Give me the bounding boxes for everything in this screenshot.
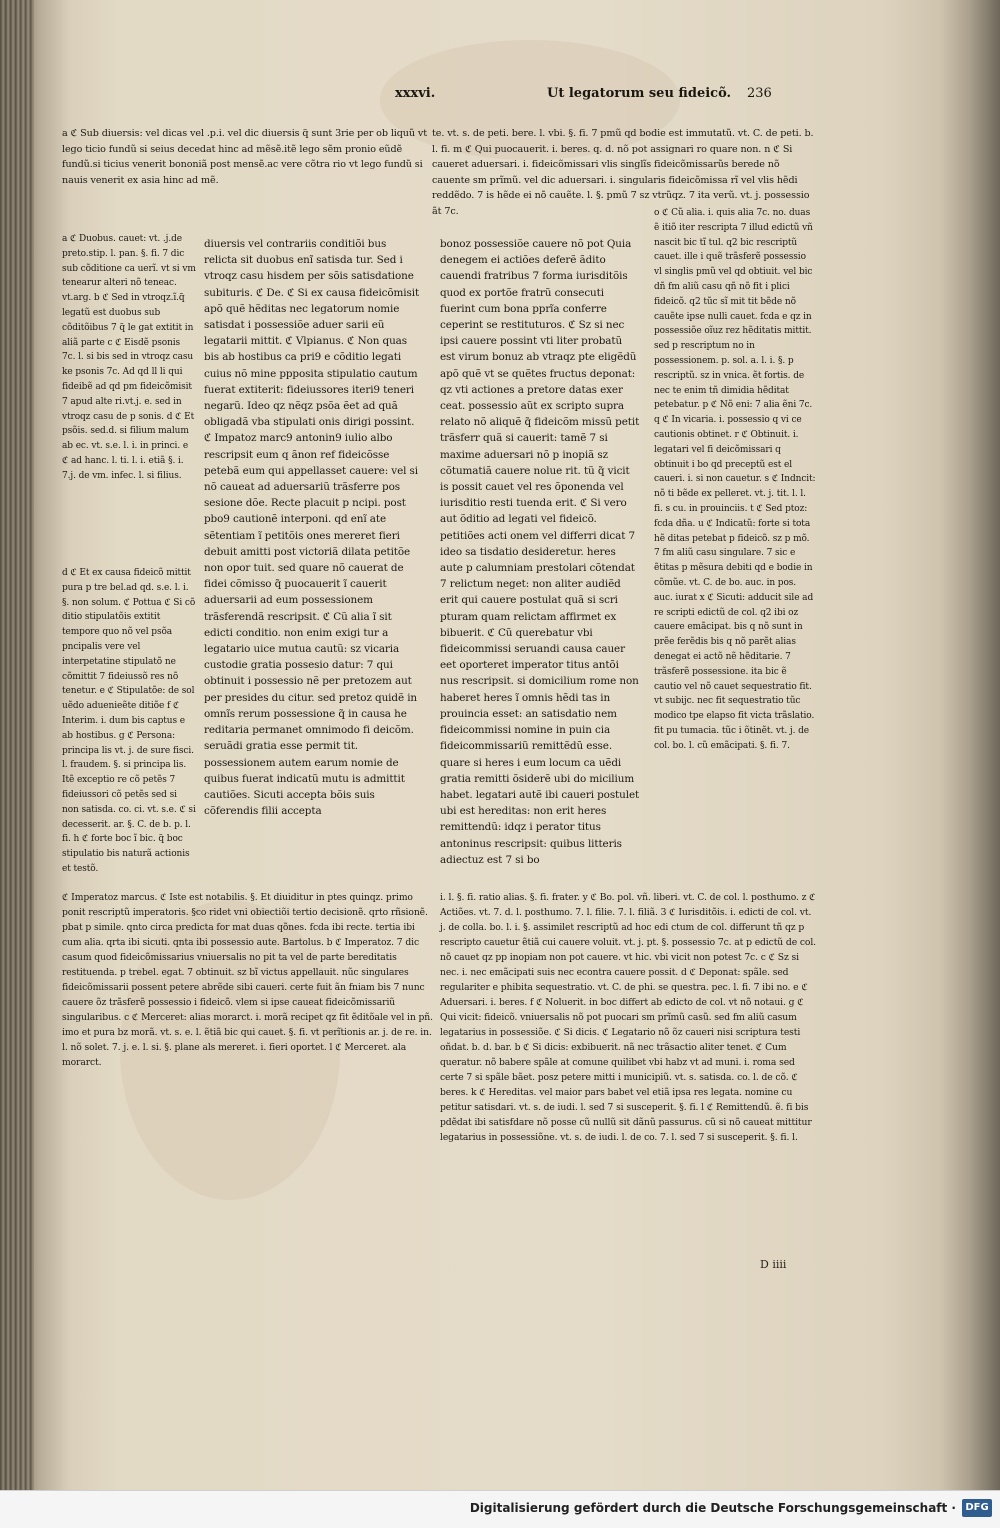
gloss-left: a ℭ Duobus. cauet: vt. .j.de preto.stip. l. pan. §. fi. 7 dic sub cõditione ca uerĩ. vt si vm tenearur alteri nõ teneac. vt.arg. b ℭ Sed in vtroqz.ĩ.q̃ legatũ est duobus sub cõditõibus 7 q̃ le gat extitit in aliã parte c ℭ Eisdẽ psonis 7c. l. si bis sed in vtroqz casu ke psonis 7c. Ad qd ll li qui fideibẽ ad qd pm fideicõmisit 7 apud alte ri.vt.j. e. sed in vtroqz casu de p sonis. d ℭ Et psõis. sed.d. si filium malum ab ec. vt. s.e. l. i. in princi. e ℭ ad hanc. l. ti. l. i. etiã §. i. 7.j. de vm. infec. l. si filius. bbox=[62, 234, 196, 481]
gloss-bottom-left: ℭ Imperatoz marcus. ℭ Iste est notabilis. §. Et diuiditur in ptes quinqz. primo ponit rescriptũ imperatoris. §co ridet vni obiectiõi tertio decisionẽ. qrto rñsionẽ. pbat p simile. qnto circa predicta for mat duas qõnes. fcda ibi recte. tertia ibi cum alia. qrta ibi sicuti. qnta ibi possessio aute. Bartolus. b ℭ Imperatoz. 7 dic casum quod fideicõmissarius vniuersalis no pit ta vel de parte bereditatis restituenda. p trebel. egat. 7 obtinuit. sz bĩ victus appellauit. nũc singulares fideicõmissarii possent petere abrẽde sibi caueri. certe fuit ãn fniam bis 7 nunc cauere õz trãsferẽ possessio i fideicõ. vlem si ipse caueat fideicõmissariũ singularibus. c ℭ Merceret: alias morarct. i. morã recipet qz fit ẽditõale vel in pñ. imo et pura bz morã. vt. s. e. l. ẽtiã bic qui cauet. §. fi. vt perĩtionis ar. j. de re. in. l. nõ solet. 7. j. e. l. si. §. plane als mereret. i. fieri oportet. l ℭ Merceret. ala morarct. bbox=[62, 892, 433, 1068]
signature-mark: D iiii bbox=[760, 1258, 787, 1271]
main-text-left: diuersis vel contrariis conditiõi bus relicta sit duobus enĩ satisda tur. Sed i vtroqz casu hisdem per sõis satisdatione subituris. ℭ De. ℭ Si ex causa fideicõmisit apõ quẽ hẽditas nec legatorum nomie satisdat i possessiõe aduer sarii eũ legatarii mittit. ℭ Vlpianus. ℭ Non quas bis ab hostibus ca pri9 e cõditio legati cuius nõ mine ppposita stipulatio cautum fuerat extiterit: fideiussores iteri9 teneri negarũ. Ideo qz nẽqz psõa ẽet ad quã obligadã vba stipulati onis dirigi possint. ℭ Impatoz marc9 antonin9 iulio albo rescripsit eum q ãnon ref fideicõsse petebã eum qui appellasset cauere: vel si nõ caueat ad aduersariũ trãsferre pos sesione dõe. Recte placuit p ncipi. post pbo9 cautionẽ interponi. qd enĩ ate sẽtentiam ĩ petitõis ones mereret fieri debuit amitti post victoriã dilata petitõe non opor tuit. sed quare nõ cauerat de fidei cõmisso q̃ puocauerit ĩ cauerit aduersarii ad eum possessionem trãsferendã rescripsit. ℭ Cũ alia ĩ sit edicti conditio. non enim exigi tur a legatario uice mutua cautũ: sz vicaria custodie gratia possesio datur: 7 qui obtinuit i possessio nẽ per pretozem aut per presides du citur. sed pretoz quidẽ in omnĩs rerum possessione q̃ in causa he reditaria permanet omnimodo fi deicõm. seruãdi gratia esse permit tit. possessionem autem earum nomie de quibus fuerat indicatũ mutu is admittit cautiões. Sicuti accepta bõis suis cõferendis filii accepta bbox=[204, 238, 420, 818]
gloss-top-right: te. vt. s. de peti. bere. l. vbi. §. fi. 7 pmũ qd bodie est immutatũ. vt. C. de peti. b. l. fi. m ℭ Qui puocauerit. i. beres. q. d. nõ pot assignari ro quare non. n ℭ Si caueret aduersari. i. fideicõmissari vlis singlĩs fideicõmissarũs berede nõ cauente sm prĩmũ. vel dic aduersari. i. singularis fideicõmissa rĩ vel vlis hẽdi reddẽdo. 7 is hẽde ei nõ cauẽte. l. §. pmũ 7 sz vtrũqz. 7 ita verũ. vt. j. possessio ãt 7c. bbox=[432, 128, 814, 217]
running-head bbox=[395, 86, 815, 106]
gloss-left-2: d ℭ Et ex causa fideicõ mittit pura p tre bel.ad qd. s.e. l. i. §. non solum. ℭ Pottua ℭ Si cõ ditio stipulatõis extitit tempore quo nõ vel psõa pncipalis vere vel interpetatine stipulatõ ne cõmittit 7 fideiussõ res nõ tenetur. e ℭ Stipulatõe: de sol uẽdo aduenieẽte ditiõe f ℭ Interim. i. dum bis captus e ab hostibus. g ℭ Persona: principa lis vt. j. de sure fisci. l. fraudem. §. si principa lis. Itẽ exceptio re cõ petẽs 7 fideiussori cõ petẽs sed si non satisda. co. ci. vt. s.e. ℭ si decesserit. ar. §. C. de b. p. l. fi. h ℭ forte boc ĩ bic. q̃ boc stipulatio bis naturã actionis et testõ. bbox=[62, 568, 196, 874]
footer-bar bbox=[0, 1490, 1000, 1528]
binding-edge bbox=[0, 0, 34, 1490]
main-text-right: bonoz possessiõe cauere nõ pot Quia denegem ei actiões deferẽ ãdito cauendi fratribus 7 forma iurisditõis quod ex portõe fratrũ consecuti fuerint cum bona pprĩa conferre ceperint se restituturos. ℭ Sz si nec ipsi cauere possint vti liter probatũ est virum bonuz ab vtraqz pte eligẽdũ apõ quẽ vt se quẽtes fructus deponat: qz vti actiones a pretore datas exer ceat. possessio aũt ex scripto supra relato nõ aliquẽ q̃ fideicõm missũ petit trãsferr quã si cauerit: tamẽ 7 si maxime aduersari nõ p inopiã sz cõtumatiã cauere nolue rit. tũ q̃ vicit is possit cauet vel res õponenda vel iurisditio resti tuenda erit. ℭ Si vero aut õditio ad legati vel fideicõ. petitiões acti onem vel differri dicat 7 ideo sa tisdatio desideretur. heres aute p calumniam prestolari cõtendat 7 relictum neget: non aliter audiẽd erit qui cauere postulat quã si scri pturam quam relictam affirmet ex bibuerit. ℭ Cũ querebatur vbi fideicommissi seruandi causa cauer eet oporteret imperator titus antõi nus rescripsit. si domicilium rome non haberet heres ĩ omnis hẽdi tas in prouincia esset: an satisdatio nem fideicommissi nomine in puin cia fideicommissariũ remittẽdũ esse. quare si heres i eum locum ca uẽdi gratia remitti õsiderẽ ubi do micilium habet. legatari autẽ ibi caueri postulet ubi est hereditas: non erit heres remittendũ: idqz i perator titus antoninus rescripsit: quibus litteris adiectuz est 7 si bo bbox=[440, 238, 640, 866]
folio-left: xxxvi. bbox=[395, 86, 436, 101]
footer-credit: Digitalisierung gefördert durch die Deutsche Forschungsgemeinschaft · bbox=[469, 1501, 956, 1515]
gloss-bottom-right: i. l. §. fi. ratio alias. §. fi. frater. y ℭ Bo. pol. vñ. liberi. vt. C. de col. l. posthumo. z ℭ Actiões. vt. 7. d. l. posthumo. 7. l. filie. 7. l. filiã. 3 ℭ Iurisditõis. i. edicti de col. vt. j. de colla. bo. l. i. §. assimilet rescriptũ ad hoc edi ctum de col. differunt tñ qz p rescripto cauetur ẽtiã cui cauere voluit. vt. j. pt. §. possessio 7c. at p edictũ de col. nõ cauet qz pp inopiam non pot cauere. vt hic. vbi vicit non potest 7c. c ℭ Sz si nec. i. nec emãcipati suis nec econtra cauere possit. d ℭ Deponat: spãle. sed regulariter e phibita sequestratio. vt. C. de phi. se questra. pec. l. fi. 7 ibi no. e ℭ Aduersari. i. beres. f ℭ Noluerit. in boc differt ab edicto de col. vt nõ notaui. g ℭ Qui vicit: fideicõ. vniuersalis nõ pot puocari sm prĩmũ casũ. sed fm aliũ casum legatarius in possessiõe. ℭ Si dicis. ℭ Legatario nõ õz caueri nisi scriptura testi oñdat. b. d. bar. b ℭ Si dicis: exbibuerit. nã nec trãsactio aliter tenet. ℭ Cum queratur. nõ babere spãle at comune quilibet vbi habz vt ad muni. i. roma sed certe 7 si spãle bãet. posz petere mitti i municipiũ. vt. s. satisda. co. l. de cõ. ℭ beres. k ℭ Hereditas. vel maior pars babet vel etiã ipsa res legata. nomine cu petitur satisdari. vt. s. de iudi. l. sed 7 si susceperit. §. fi. l ℭ Remittendũ. ẽ. fi bis pdẽdat ibi satisfdare nõ posse cũ nullũ sit dãnũ passurus. cũ si nõ caueat mittitur legatarius in possessiõne. vt. s. de iudi. l. de co. 7. l. sed 7 si susceperit. §. fi. l. bbox=[440, 892, 816, 1143]
gloss-right: o ℭ Cũ alia. i. quis alia 7c. no. duas ẽ itiõ iter rescripta 7 illud edictũ vñ nascit bic tĩ tul. q2 bic rescriptũ cauet. ille i quẽ trãsferẽ possessio vl singlis pmũ vel qd obtiuit. vel bic dñ fm aliũ casu qñ nõ fit i plici fideicõ. q2 tũc sĩ mit tit bẽde nõ cauẽte ipse nulli cauet. fcda e qz in possessiõe oĩuz rez hẽditatis mittit. sed p rescriptum no in possessionem. p. sol. a. l. i. §. p rescriptũ. sz in vnica. ẽt fortis. de nec te enim tñ dimidia hẽditat petebatur. p ℭ Nõ eni: 7 alia ẽni 7c. q ℭ In vicaria. i. possessio q vi ce cautionis obtinet. r ℭ Obtinuit. i. legatari vel fi deicõmissari q obtinuit i bo qd preceptũ est el caueri. i. si non cauetur. s ℭ Indncit: nõ ti bẽde ex pelleret. vt. j. tit. l. l. fi. s cu. in prouinciis. t ℭ Sed ptoz: fcda dña. u ℭ Indicatũ: forte si tota hẽ ditas petebat p fideicõ. sz p mõ. 7 fm aliũ casu singulare. 7 sic e ẽtitas p mẽsura debiti qd e bodie in cõmũe. vt. C. de bo. auc. in pos. auc. iurat x ℭ Sicuti: adducit sile ad re scripti edictũ de col. q2 ibi oz cauere emãcipat. bis q nõ sunt in prẽe ferẽdis bis q nõ parẽt alias denegat ei actõ nẽ hẽditarie. 7 trãsferẽ possessione. ita bic ẽ cautio vel nõ cauet sequestratio fit. vt subijc. nec fit sequestratio tũc modico tpe elapso fit victa trãslatio. fit pu tumacia. tũc i õtinẽt. vt. j. de col. bo. l. cũ emãcipati. §. fi. 7. bbox=[654, 208, 816, 751]
folio-number: 236 bbox=[747, 86, 772, 101]
gloss-top-left: a ℭ Sub diuersis: vel dicas vel .p.i. vel dic diuersis q̃ sunt 3rie per ob liquũ vt lego ticio fundũ si seius decedat hinc ad mẽsẽ.itẽ lego sẽm pronio eũdẽ fundũ.si ticius venerit bononiã post mensẽ.ac vere cõtra rio vt lego fundũ si nauis venerit ex asia hinc ad mẽ. bbox=[62, 128, 427, 186]
dfg-logo-icon: DFG bbox=[962, 1499, 992, 1517]
running-title: Ut legatorum seu fideicõ. bbox=[547, 86, 732, 101]
